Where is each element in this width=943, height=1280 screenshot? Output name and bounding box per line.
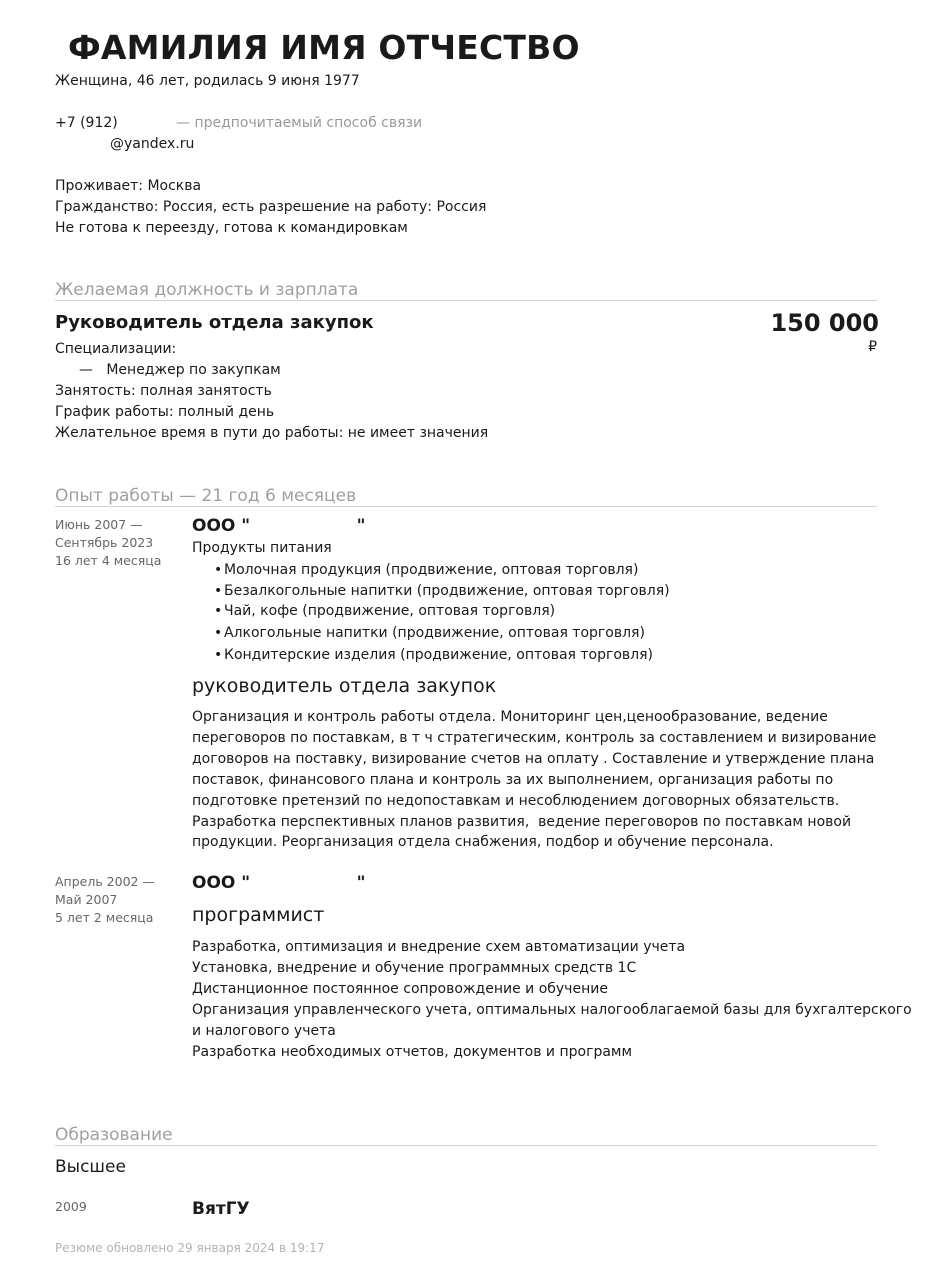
resume-updated-note: Резюме обновлено 29 января 2024 в 19:17 [55,1241,325,1255]
salary-amount: 150 000 [770,309,879,337]
job-title: программист [192,904,325,926]
institution-name: ВятГУ [192,1199,250,1219]
desired-position-title: Руководитель отдела закупок [55,312,374,333]
industry-item: • Кондитерские изделия (продвижение, оптовая торговля) [214,647,654,663]
phone-preference-note: — предпочитаемый способ связи [176,115,423,131]
section-divider [55,300,877,301]
company-industry: Продукты питания [192,540,332,556]
job-description: Организация и контроль работы отдела. Мониторинг цен,ценообразование, ведение переговоров по поставкам, в т ч стратегическим, контроль за составлением и визирование договоров на поставку, визирование счетов на оплату . Составление и утверждение плана поставок, финансового плана и контроль за их выполнением, организация работы по подготовке претензий по недопоставкам и несоблюдением договорных обязательств. Разработка перспективных планов развития, ведение переговоров по поставкам новой продукции. Реорганизация отдела снабжения, подбор и обучение персонала. [192,709,877,851]
personal-info: Женщина, 46 лет, родилась 9 июня 1977 [55,73,360,89]
education-year: 2009 [55,1199,87,1214]
education-level: Высшее [55,1157,126,1177]
relocation-status: Не готова к переезду, готова к командировкам [55,220,408,236]
industry-item: • Чай, кофе (продвижение, оптовая торговля) [214,603,556,619]
candidate-name: ФАМИЛИЯ ИМЯ ОТЧЕСТВО [68,28,580,67]
industry-item: • Алкогольные напитки (продвижение, оптовая торговля) [214,625,645,641]
email-address[interactable]: @yandex.ru [110,136,195,152]
job-period-end: Сентябрь 2023 [55,535,154,550]
specialization-item: — Менеджер по закупкам [79,362,281,378]
industry-item: • Безалкогольные напитки (продвижение, оптовая торговля) [214,583,670,599]
job-period-end: Май 2007 [55,892,118,907]
section-divider [55,506,877,507]
job-description: Разработка, оптимизация и внедрение схем автоматизации учета Установка, внедрение и обучение программных средств 1С Дистанционное постоянное сопровождение и обучение Организация управленческого учета, оптимальных налогооблагаемой базы для бухгалтерского и налогового учета Разработка необходимых отчетов, документов и программ [192,939,912,1060]
desired-position-section-title: Желаемая должность и зарплата [55,280,359,300]
company-name: ООО " " [192,873,366,893]
experience-section-title: Опыт работы — 21 год 6 месяцев [55,486,357,506]
specializations-label: Специализации: [55,341,177,357]
job-title: руководитель отдела закупок [192,675,497,697]
job-duration: 5 лет 2 месяца [55,910,154,925]
salary-currency: ₽ [868,339,877,355]
work-schedule: График работы: полный день [55,404,275,420]
job-duration: 16 лет 4 месяца [55,553,162,568]
job-period-start: Июнь 2007 — [55,517,143,532]
phone-number[interactable]: +7 (912) [55,115,118,131]
employment-type: Занятость: полная занятость [55,383,272,399]
company-name: ООО " " [192,516,366,536]
education-section-title: Образование [55,1125,173,1145]
residence: Проживает: Москва [55,178,202,194]
section-divider [55,1145,877,1146]
industry-item: • Молочная продукция (продвижение, оптовая торговля) [214,562,639,578]
citizenship: Гражданство: Россия, есть разрешение на работу: Россия [55,199,487,215]
commute-time: Желательное время в пути до работы: не имеет значения [55,425,489,441]
job-period-start: Апрель 2002 — [55,874,155,889]
